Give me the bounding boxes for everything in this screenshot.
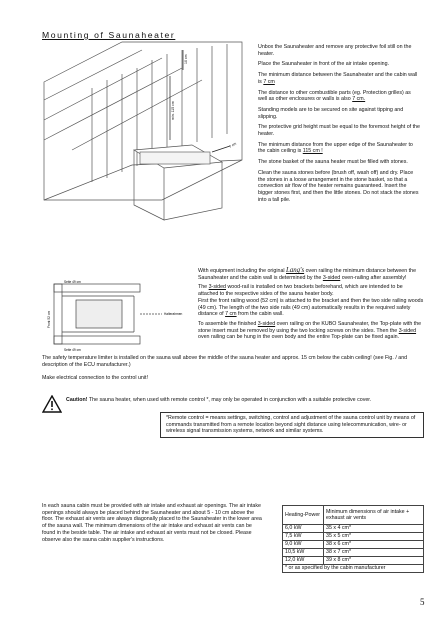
instruction-grid-height: The protective grid height must be equal to the foremost height of the heater. [258, 124, 420, 138]
caution-text: Caution! The sauna heater, when used with remote control *, may only be operated in conjunction with a suitable protective cover. [66, 397, 372, 403]
railing-assemble: To assemble the finished 3-sided oven railing on the KUBO Saunaheater, the Top-plate with the stone insert must be removed by using the two locking screws on the sides. Then the 3-sided oven railing can be hung in the oven body and the entire Top-plate can be fixed again. [198, 320, 422, 341]
instruction-standing: Standing models are to be secured on site against tipping and slipping. [258, 106, 404, 120]
instruction-stone-basket: The stone basket of the sauna heater must be filled with stones. [258, 159, 408, 166]
table-row: 6,0 kW 35 x 4 cm* [283, 525, 424, 533]
caution-label: Caution! [66, 397, 88, 403]
diagram-top-label: Seite 49 cm [64, 280, 81, 284]
table-row: 9,0 kW 38 x 6 cm* [283, 541, 424, 549]
instruction-min-distance: The minimum distance between the Saunaheater and the cabin wall is 7 cm [258, 72, 418, 85]
dim-corner-label: 7 cm [228, 141, 238, 149]
warning-triangle-icon [42, 395, 62, 413]
railing-intro: With equipment including the original Lang's oven railing the minimum distance between the Saunaheater and the cabin wall is determined by the 3-sided oven-railing after assembly! [198, 267, 417, 281]
remote-control-definition: *Remote control = means settings, switching, control and adjustment of the sauna control unit by means of commands transmitted from a remote location beyond sight distance using telecommunication, wire- or wireless signal transmission systems, network and similar systems. [160, 412, 424, 438]
table-row: 7,5 kW 35 x 5 cm* [283, 533, 424, 541]
table-header-power: Heating-Power [283, 506, 324, 525]
dim-side-label: min. 115 cm [171, 101, 175, 120]
instruction-place: Place the Saunaheater in front of the air intake opening. [258, 61, 390, 68]
page-number: 5 [420, 597, 425, 607]
table-header-dimensions: Minimum dimensions of air intake + exhaust air vents [324, 506, 424, 525]
instruction-ceiling: The minimum distance from the upper edge of the Saunaheater to the cabin ceiling is 115 cm ! [258, 141, 413, 155]
diagram-right-label: Halterahmen [164, 312, 183, 316]
ventilation-table [282, 505, 424, 573]
table-footnote-row [283, 565, 424, 573]
table-header-row [283, 506, 424, 525]
diagram-bottom-label: Seite 49 cm [64, 348, 81, 352]
page-title: Mounting of Saunaheater [42, 30, 176, 40]
instruction-column [258, 44, 420, 203]
safety-limiter-note: The safety temperature limiter is installed on the sauna wall above the middle of the sauna heater and approx. 15 cm below the cabin ceiling! (see Fig. / and description of the ECU manufacturer.) [42, 355, 408, 368]
railing-section [198, 268, 424, 341]
electrical-note: Make electrical connection to the control unit! [42, 375, 148, 381]
sauna-cabin-illustration [42, 40, 254, 240]
dim-top-label: 10 cm [184, 54, 188, 64]
table-row: 10,5 kW 38 x 7 cm* [283, 549, 424, 557]
brand-name: Lang's [286, 267, 305, 274]
oven-railing-diagram [42, 276, 192, 354]
table-row: 12,0 kW 39 x 8 cm* [283, 557, 424, 565]
instruction-combustible: The distance to other combustible parts (eg. Protection grilles) as well as other enclosures or walls is also 7 cm. [258, 89, 411, 103]
air-intake-text: In each sauna cabin must be provided with air intake and exhaust air openings. The air intake openings should always be placed behind the Saunaheater and about 5 - 10 cm above the floor. The exhaust air vents are always diagonally placed to the Saunaheater in the lower area of the sauna wall. The minimum dimensions of the air intake and exhaust air vents can be found in the beside table. The air intake and exhaust air vents must not be closed. Please observe also the sauna cabin supplier's instructions. [42, 503, 262, 543]
instruction-clean-stones: Clean the sauna stones before (brush off, wash off) and dry. Place the stones in a loose arrangement in the stone basket, so that a convection air flow of the heater remains guaranteed. Insert the bigger stones first, and then the little stones. Do not stack the stones into a tall pile. [258, 169, 419, 203]
instruction-unbox: Unbox the Saunaheater and remove any protective foil still on the heater. [258, 44, 412, 57]
railing-lengths: First the front railing wood (52 cm) is attached to the bracket and then the two side railing woods (49 cm). The length of the two side rails (49 cm) automatically results in the required safety distance of 7 cm from the cabin wall. [198, 297, 424, 318]
railing-install: The 3-sided wood-rail is installed on two brackets beforehand, which are intended to be attached to the respective sides of the sauna heater body. [198, 284, 403, 298]
table-footnote: * or as specified by the cabin manufacturer [283, 565, 424, 573]
diagram-left-label: Front 52 cm [47, 310, 51, 328]
